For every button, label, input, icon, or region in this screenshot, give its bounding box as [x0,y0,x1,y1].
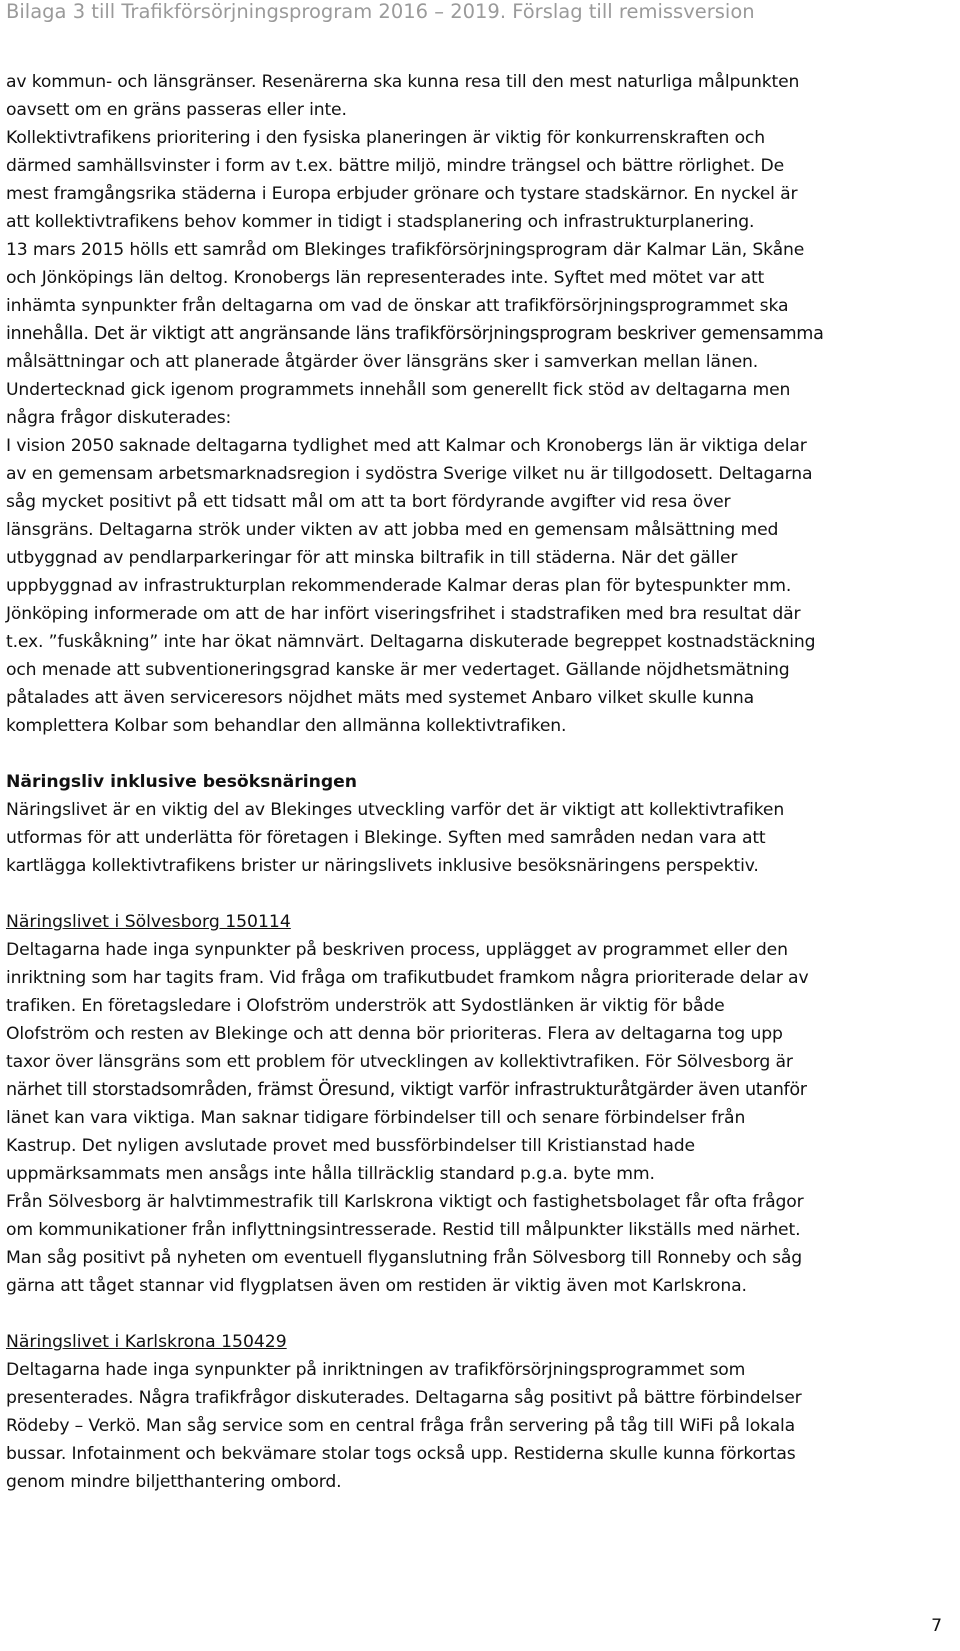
text-line: Man såg positivt på nyheten om eventuell flyganslutning från Sölvesborg till Ronneby och såg [6,1248,803,1268]
text-line: därmed samhällsvinster i form av t.ex. bättre miljö, mindre trängsel och bättre rörlighet. De [6,156,785,176]
text-line: och menade att subventioneringsgrad kanske är mer vedertaget. Gällande nöjdhetsmätning [6,660,790,680]
text-line: om kommunikationer från inflyttningsintresserade. Restid till målpunkter likställs med närhet. [6,1220,801,1240]
document-body [6,68,928,1496]
text-line: 13 mars 2015 hölls ett samråd om Blekinges trafikförsörjningsprogram där Kalmar Län, Skåne [6,240,805,260]
running-header: Bilaga 3 till Trafikförsörjningsprogram 2016 – 2019. Förslag till remissversion [6,0,755,23]
text-line: närhet till storstadsområden, främst Öresund, viktigt varför infrastrukturåtgärder även utanför [6,1080,807,1100]
page-number: 7 [931,1616,942,1636]
section-heading: Näringsliv inklusive besöksnäringen [6,772,358,792]
text-line: Deltagarna hade inga synpunkter på beskriven process, upplägget av programmet eller den [6,940,788,960]
text-line: innehålla. Det är viktigt att angränsande läns trafikförsörjningsprogram beskriver gemensamma [6,324,824,344]
intro-section [6,68,928,740]
text-line: mest framgångsrika städerna i Europa erbjuder grönare och tystare stadskärnor. En nyckel är [6,184,798,204]
text-line: Jönköping informerade om att de har infört viseringsfrihet i stadstrafiken med bra resultat där [6,604,801,624]
text-line: länsgräns. Deltagarna strök under vikten av att jobba med en gemensam målsättning med [6,520,779,540]
text-line: Näringslivet är en viktig del av Blekinges utveckling varför det är viktigt att kollektivtrafiken [6,800,785,820]
text-line: I vision 2050 saknade deltagarna tydlighet med att Kalmar och Kronobergs län är viktiga delar [6,436,807,456]
text-line: länet kan vara viktiga. Man saknar tidigare förbindelser till och senare förbindelser från [6,1108,746,1128]
naringsliv-section [6,768,928,880]
text-line: att kollektivtrafikens behov kommer in tidigt i stadsplanering och infrastrukturplanering. [6,212,755,232]
text-line: Kollektivtrafikens prioritering i den fysiska planeringen är viktig för konkurrenskraften och [6,128,765,148]
paragraph-gap [6,740,928,768]
text-line: påtalades att även serviceresors nöjdhet mäts med systemet Anbaro vilket skulle kunna [6,688,754,708]
text-line: Från Sölvesborg är halvtimmestrafik till Karlskrona viktigt och fastighetsbolaget får ofta frågor [6,1192,804,1212]
text-line: utbyggnad av pendlarparkeringar för att minska biltrafik in till städerna. När det gäller [6,548,738,568]
text-line: komplettera Kolbar som behandlar den allmänna kollektivtrafiken. [6,716,567,736]
text-line: presenterades. Några trafikfrågor diskuterades. Deltagarna såg positivt på bättre förbindelser [6,1388,802,1408]
text-line: några frågor diskuterades: [6,408,232,428]
text-line: bussar. Infotainment och bekvämare stolar togs också upp. Restiderna skulle kunna förkortas [6,1444,796,1464]
text-line: taxor över länsgräns som ett problem för utvecklingen av kollektivtrafiken. För Sölvesborg är [6,1052,793,1072]
solvesborg-section [6,908,928,1300]
text-line: kartlägga kollektivtrafikens brister ur näringslivets inklusive besöksnäringens perspektiv. [6,856,759,876]
text-line: Deltagarna hade inga synpunkter på inriktningen av trafikförsörjningsprogrammet som [6,1360,746,1380]
paragraph-gap [6,1300,928,1328]
text-line: Olofström och resten av Blekinge och att denna bör prioriteras. Flera av deltagarna tog upp [6,1024,783,1044]
text-line: genom mindre biljetthantering ombord. [6,1472,342,1492]
text-line: av kommun- och länsgränser. Resenärerna ska kunna resa till den mest naturliga målpunkten [6,72,800,92]
text-line: och Jönköpings län deltog. Kronobergs län representerades inte. Syftet med mötet var att [6,268,765,288]
text-line: Undertecknad gick igenom programmets innehåll som generellt fick stöd av deltagarna men [6,380,791,400]
text-line: oavsett om en gräns passeras eller inte. [6,100,347,120]
text-line: utformas för att underlätta för företagen i Blekinge. Syften med samråden nedan vara att [6,828,766,848]
text-line: uppbyggnad av infrastrukturplan rekommenderade Kalmar deras plan för bytespunkter mm. [6,576,792,596]
subsection-heading: Näringslivet i Karlskrona 150429 [6,1332,287,1352]
text-line: Kastrup. Det nyligen avslutade provet med bussförbindelser till Kristianstad hade [6,1136,695,1156]
text-line: inhämta synpunkter från deltagarna om vad de önskar att trafikförsörjningsprogrammet ska [6,296,789,316]
subsection-heading: Näringslivet i Sölvesborg 150114 [6,912,291,932]
text-line: t.ex. ”fuskåkning” inte har ökat nämnvärt. Deltagarna diskuterade begreppet kostnadstäckning [6,632,816,652]
paragraph-gap [6,880,928,908]
text-line: av en gemensam arbetsmarknadsregion i sydöstra Sverige vilket nu är tillgodosett. Deltagarna [6,464,813,484]
text-line: uppmärksammats men ansågs inte hålla tillräcklig standard p.g.a. byte mm. [6,1164,655,1184]
text-line: inriktning som har tagits fram. Vid fråga om trafikutbudet framkom några prioriterade delar av [6,968,809,988]
text-line: trafiken. En företagsledare i Olofström underströk att Sydostlänken är viktig för både [6,996,725,1016]
text-line: Rödeby – Verkö. Man såg service som en central fråga från servering på tåg till WiFi på lokala [6,1416,795,1436]
text-line: såg mycket positivt på ett tidsatt mål om att ta bort fördyrande avgifter vid resa över [6,492,731,512]
text-line: gärna att tåget stannar vid flygplatsen även om restiden är viktig även mot Karlskrona. [6,1276,747,1296]
text-line: målsättningar och att planerade åtgärder över länsgräns sker i samverkan mellan länen. [6,352,759,372]
karlskrona-section [6,1328,928,1496]
